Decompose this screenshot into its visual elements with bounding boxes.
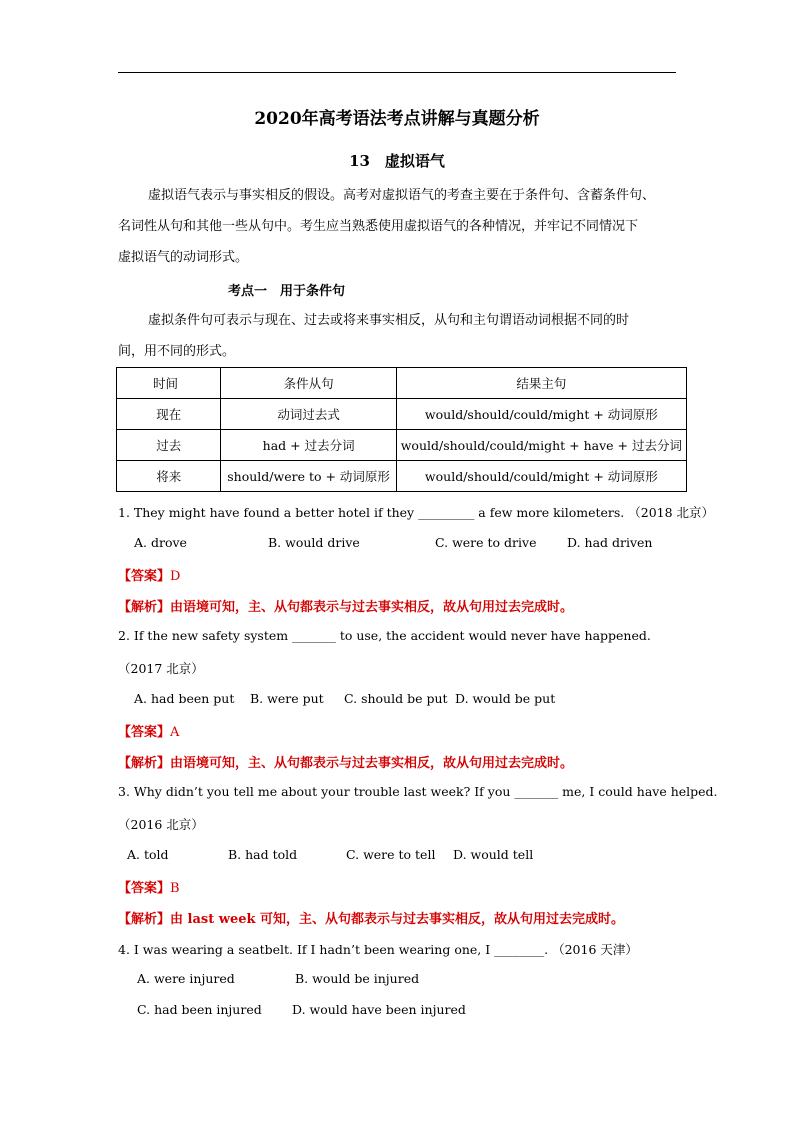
question-3-option-a: A. told: [127, 847, 169, 862]
question-3-option-d: D. would tell: [453, 847, 534, 862]
table-cell: 将来: [117, 461, 221, 492]
question-2-option-a: A. had been put: [134, 691, 235, 706]
table-cell: would/should/could/might + have + 过去分词: [396, 430, 686, 461]
intro-line: 虚拟语气表示与事实相反的假设。高考对虚拟语气的考查主要在于条件句、含蓄条件句、: [148, 188, 656, 203]
question-2-source: （2017 北京）: [118, 661, 204, 676]
question-4-stem: 4. I was wearing a seatbelt. If I hadn’t been wearing one, I ________. （2016 天津）: [118, 942, 638, 957]
answer-value: B: [170, 881, 180, 896]
intro-paragraph: [118, 180, 678, 273]
kaodian-line: 间，用不同的形式。: [118, 344, 236, 359]
answer-label: 【答案】: [118, 569, 171, 584]
question-3-source: （2016 北京）: [118, 817, 204, 832]
question-1-option-b: B. would drive: [268, 535, 360, 550]
question-4-option-d: D. would have been injured: [292, 1002, 466, 1017]
question-2-analysis: [118, 752, 573, 771]
intro-line: 虚拟语气的动词形式。: [118, 250, 249, 265]
analysis-text: 由语境可知，主、从句都表示与过去事实相反，故从句用过去完成时。: [170, 600, 574, 615]
intro-line: 名词性从句和其他一些从句中。考生应当熟悉使用虚拟语气的各种情况，并牢记不同情况下: [118, 219, 639, 234]
table-row: [117, 461, 687, 492]
question-2-option-c: C. should be put: [344, 691, 448, 706]
question-3-stem: 3. Why didn’t you tell me about your trouble last week? If you _______ me, I could have helped.: [118, 784, 718, 799]
question-3-option-c: C. were to tell: [346, 847, 436, 862]
question-4-option-a: A. were injured: [137, 971, 235, 986]
answer-label: 【答案】: [118, 881, 171, 896]
question-1-option-d: D. had driven: [567, 535, 653, 550]
question-1-option-c: C. were to drive: [435, 535, 537, 550]
section-title: 13 虚拟语气: [349, 152, 445, 170]
question-2-answer: [118, 721, 179, 740]
analysis-text: 由语境可知，主、从句都表示与过去事实相反，故从句用过去完成时。: [170, 756, 574, 771]
question-1-answer: [118, 565, 180, 584]
table-cell: 动词过去式: [221, 399, 396, 430]
question-3-answer: [118, 877, 180, 896]
question-4-option-c: C. had been injured: [137, 1002, 262, 1017]
question-1-option-a: A. drove: [134, 535, 187, 550]
table-cell: 现在: [117, 399, 221, 430]
kaodian-line: 虚拟条件句可表示与现在、过去或将来事实相反，从句和主句谓语动词根据不同的时: [148, 313, 630, 328]
kaodian-heading: 考点一 用于条件句: [228, 284, 346, 299]
analysis-text: 由 last week 可知，主、从句都表示与过去事实相反，故从句用过去完成时。: [170, 912, 625, 927]
question-3-option-b: B. had told: [228, 847, 298, 862]
question-2-option-b: B. were put: [250, 691, 324, 706]
analysis-label: 【解析】: [118, 756, 171, 771]
question-3-analysis: [118, 908, 624, 927]
question-1-stem: 1. They might have found a better hotel if they _________ a few more kilometers. （2018 北京）: [118, 505, 715, 520]
table-header-row: [117, 368, 687, 399]
answer-value: A: [170, 725, 180, 740]
kaodian-description: [118, 305, 678, 367]
table-header-cell: 时间: [117, 368, 221, 399]
table-header-cell: 条件从句: [221, 368, 396, 399]
table-cell: should/were to + 动词原形: [221, 461, 396, 492]
table-cell: 过去: [117, 430, 221, 461]
question-1-analysis: [118, 596, 573, 615]
question-4-option-b: B. would be injured: [295, 971, 420, 986]
header-rule: [118, 72, 676, 73]
table-row: [117, 399, 687, 430]
analysis-label: 【解析】: [118, 600, 171, 615]
page-title: 2020年高考语法考点讲解与真题分析: [254, 109, 540, 129]
answer-label: 【答案】: [118, 725, 171, 740]
table-cell: would/should/could/might + 动词原形: [396, 399, 686, 430]
conditional-table: [116, 367, 687, 492]
answer-value: D: [170, 569, 181, 584]
table-row: [117, 430, 687, 461]
analysis-label: 【解析】: [118, 912, 171, 927]
table-cell: had + 过去分词: [221, 430, 396, 461]
table-cell: would/should/could/might + 动词原形: [396, 461, 686, 492]
question-2-option-d: D. would be put: [455, 691, 556, 706]
table-header-cell: 结果主句: [396, 368, 686, 399]
question-2-stem: 2. If the new safety system _______ to use, the accident would never have happened.: [118, 628, 651, 643]
